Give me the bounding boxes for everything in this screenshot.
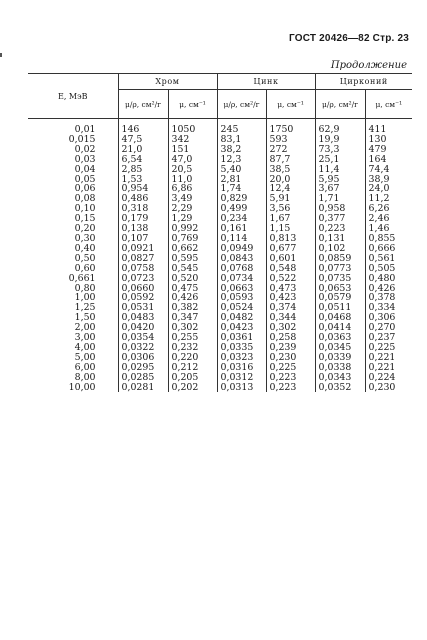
value-cell: 11,4 [315,165,365,175]
table-row [28,274,412,284]
value-cell: 0,0420 [118,323,168,333]
subheader-mass-coef: μ/ρ, см²/г [217,90,266,119]
value-cell: 0,769 [168,234,217,244]
value-cell: 0,0827 [118,254,168,264]
value-cell: 0,232 [168,343,217,353]
value-cell: 0,221 [365,363,412,373]
value-cell: 0,0663 [217,284,266,294]
value-cell: 0,0768 [217,264,266,274]
value-cell: 0,302 [266,323,315,333]
value-cell: 0,347 [168,313,217,323]
value-cell: 11,2 [365,194,412,204]
value-cell: 0,202 [168,383,217,393]
value-cell: 0,224 [365,373,412,383]
value-cell: 0,958 [315,204,365,214]
value-cell: 0,595 [168,254,217,264]
value-cell: 2,81 [217,175,266,185]
value-cell: 1,74 [217,184,266,194]
value-cell: 0,0414 [315,323,365,333]
value-cell: 20,5 [168,165,217,175]
value-cell: 25,1 [315,155,365,165]
value-cell: 0,334 [365,303,412,313]
group-header-zinc: Цинк [217,74,315,90]
value-cell: 12,4 [266,184,315,194]
value-cell: 0,601 [266,254,315,264]
value-cell: 0,382 [168,303,217,313]
value-cell: 0,0592 [118,293,168,303]
value-cell: 0,230 [266,353,315,363]
value-cell: 0,378 [365,293,412,303]
value-cell: 5,91 [266,194,315,204]
value-cell: 0,426 [168,293,217,303]
value-cell: 2,85 [118,165,168,175]
value-cell: 0,131 [315,234,365,244]
value-cell: 6,26 [365,204,412,214]
value-cell: 0,561 [365,254,412,264]
value-cell: 0,161 [217,224,266,234]
value-cell: 47,0 [168,155,217,165]
value-cell: 21,0 [118,145,168,155]
subheader-mass-coef: μ/ρ, см²/г [118,90,168,119]
energy-cell: 1,50 [74,312,96,324]
value-cell: 11,0 [168,175,217,185]
value-cell: 0,0483 [118,313,168,323]
value-cell: 2,29 [168,204,217,214]
page-header: ГОСТ 20426—82 Стр. 23 [289,33,409,44]
value-cell: 0,0468 [315,313,365,323]
group-header-chromium: Хром [118,74,217,90]
energy-cell: 0,20 [74,223,96,235]
value-cell: 0,0281 [118,383,168,393]
value-cell: 0,0593 [217,293,266,303]
value-cell: 0,221 [365,353,412,363]
value-cell: 0,0921 [118,244,168,254]
value-cell: 83,1 [217,135,266,145]
value-cell: 0,306 [365,313,412,323]
value-cell: 0,0363 [315,333,365,343]
value-cell: 0,0285 [118,373,168,383]
energy-cell: 0,15 [74,213,96,225]
energy-cell: 0,015 [68,133,96,145]
value-cell: 0,237 [365,333,412,343]
energy-cell: 0,08 [74,193,96,205]
value-cell: 0,374 [266,303,315,313]
value-cell: 0,426 [365,284,412,294]
value-cell: 62,9 [315,119,365,135]
value-cell: 0,0313 [217,383,266,393]
value-cell: 20,0 [266,175,315,185]
value-cell: 1,53 [118,175,168,185]
value-cell: 0,0316 [217,363,266,373]
energy-cell: 1,00 [74,292,96,304]
energy-cell: 0,40 [74,242,96,254]
value-cell: 0,548 [266,264,315,274]
energy-cell: 0,661 [68,272,96,284]
attenuation-table [28,73,412,392]
value-cell: 24,0 [365,184,412,194]
value-cell: 6,86 [168,184,217,194]
subheader-mass-coef: μ/ρ, см²/г [315,90,365,119]
value-cell: 0,230 [365,383,412,393]
value-cell: 0,473 [266,284,315,294]
subheader-linear-coef: μ, см⁻¹ [365,90,412,119]
value-cell: 74,4 [365,165,412,175]
value-cell: 0,0345 [315,343,365,353]
value-cell: 0,0735 [315,274,365,284]
value-cell: 0,0773 [315,264,365,274]
value-cell: 1,67 [266,214,315,224]
value-cell: 0,225 [266,363,315,373]
value-cell: 0,829 [217,194,266,204]
value-cell: 411 [365,119,412,135]
value-cell: 0,0295 [118,363,168,373]
energy-cell: 0,50 [74,252,96,264]
value-cell: 0,220 [168,353,217,363]
value-cell: 1,15 [266,224,315,234]
value-cell: 0,0322 [118,343,168,353]
value-cell: 5,40 [217,165,266,175]
value-cell: 0,480 [365,274,412,284]
value-cell: 146 [118,119,168,135]
energy-cell: 10,00 [68,381,96,393]
value-cell: 0,992 [168,224,217,234]
energy-cell: 1,25 [74,302,96,314]
subheader-linear-coef: μ, см⁻¹ [168,90,217,119]
value-cell: 0,0339 [315,353,365,363]
value-cell: 0,107 [118,234,168,244]
value-cell: 0,223 [315,224,365,234]
value-cell: 0,0734 [217,274,266,284]
energy-cell: 8,00 [74,371,96,383]
value-cell: 0,138 [118,224,168,234]
value-cell: 0,0335 [217,343,266,353]
value-cell: 0,0312 [217,373,266,383]
energy-cell: 2,00 [74,322,96,334]
value-cell: 0,270 [365,323,412,333]
value-cell: 1,71 [315,194,365,204]
value-cell: 5,95 [315,175,365,185]
value-cell: 0,223 [266,373,315,383]
energy-cell: 0,02 [74,143,96,155]
value-cell: 0,344 [266,313,315,323]
value-cell: 0,0323 [217,353,266,363]
value-cell: 1,46 [365,224,412,234]
value-cell: 0,0843 [217,254,266,264]
value-cell: 0,255 [168,333,217,343]
value-cell: 0,0723 [118,274,168,284]
energy-cell: 0,60 [74,262,96,274]
value-cell: 87,7 [266,155,315,165]
energy-header: E, МэВ [28,74,118,119]
value-cell: 6,54 [118,155,168,165]
value-cell: 0,302 [168,323,217,333]
value-cell: 0,0660 [118,284,168,294]
energy-cell: 0,01 [74,124,96,135]
value-cell: 0,486 [118,194,168,204]
value-cell: 0,234 [217,214,266,224]
value-cell: 0,0653 [315,284,365,294]
value-cell: 38,9 [365,175,412,185]
value-cell: 0,954 [118,184,168,194]
value-cell: 0,0338 [315,363,365,373]
value-cell: 0,0524 [217,303,266,313]
value-cell: 0,0482 [217,313,266,323]
energy-cell: 0,04 [74,163,96,175]
energy-cell: 5,00 [74,351,96,363]
value-cell: 0,0531 [118,303,168,313]
value-cell: 0,0579 [315,293,365,303]
value-cell: 0,377 [315,214,365,224]
value-cell: 38,2 [217,145,266,155]
value-cell: 245 [217,119,266,135]
value-cell: 0,212 [168,363,217,373]
value-cell: 3,56 [266,204,315,214]
value-cell: 0,666 [365,244,412,254]
energy-cell: 3,00 [74,332,96,344]
value-cell: 47,5 [118,135,168,145]
value-cell: 593 [266,135,315,145]
group-header-zirconium: Цирконий [315,74,412,90]
value-cell: 0,0949 [217,244,266,254]
value-cell: 1050 [168,119,217,135]
value-cell: 0,0354 [118,333,168,343]
energy-cell: 0,06 [74,183,96,195]
value-cell: 0,0343 [315,373,365,383]
value-cell: 0,522 [266,274,315,284]
value-cell: 0,662 [168,244,217,254]
value-cell: 19,9 [315,135,365,145]
value-cell: 0,0511 [315,303,365,313]
energy-cell: 4,00 [74,341,96,353]
value-cell: 0,545 [168,264,217,274]
value-cell: 0,499 [217,204,266,214]
value-cell: 0,318 [118,204,168,214]
energy-cell: 0,80 [74,282,96,294]
value-cell: 0,505 [365,264,412,274]
value-cell: 73,3 [315,145,365,155]
value-cell: 0,813 [266,234,315,244]
value-cell: 164 [365,155,412,165]
value-cell: 272 [266,145,315,155]
table-row [28,119,412,135]
value-cell: 0,423 [266,293,315,303]
value-cell: 0,0352 [315,383,365,393]
table-body [28,119,412,393]
value-cell: 0,225 [365,343,412,353]
value-cell: 0,520 [168,274,217,284]
energy-cell: 0,03 [74,153,96,165]
value-cell: 0,179 [118,214,168,224]
value-cell: 0,475 [168,284,217,294]
value-cell: 0,0859 [315,254,365,264]
value-cell: 3,49 [168,194,217,204]
value-cell: 0,677 [266,244,315,254]
value-cell: 0,0423 [217,323,266,333]
value-cell: 479 [365,145,412,155]
value-cell: 3,67 [315,184,365,194]
energy-cell: 0,10 [74,203,96,215]
value-cell: 0,205 [168,373,217,383]
value-cell: 0,0306 [118,353,168,363]
value-cell: 342 [168,135,217,145]
value-cell: 0,223 [266,383,315,393]
margin-mark [0,53,2,57]
value-cell: 1750 [266,119,315,135]
table-row [28,383,412,393]
continuation-label: Продолжение [330,60,407,71]
value-cell: 12,3 [217,155,266,165]
value-cell: 0,258 [266,333,315,343]
value-cell: 0,102 [315,244,365,254]
subheader-linear-coef: μ, см⁻¹ [266,90,315,119]
energy-cell: 0,30 [74,232,96,244]
value-cell: 151 [168,145,217,155]
value-cell: 0,239 [266,343,315,353]
value-cell: 38,5 [266,165,315,175]
value-cell: 0,0361 [217,333,266,343]
energy-cell: 6,00 [74,361,96,373]
value-cell: 0,855 [365,234,412,244]
value-cell: 0,0758 [118,264,168,274]
value-cell: 0,114 [217,234,266,244]
value-cell: 130 [365,135,412,145]
value-cell: 1,29 [168,214,217,224]
energy-cell: 0,05 [74,173,96,185]
value-cell: 2,46 [365,214,412,224]
